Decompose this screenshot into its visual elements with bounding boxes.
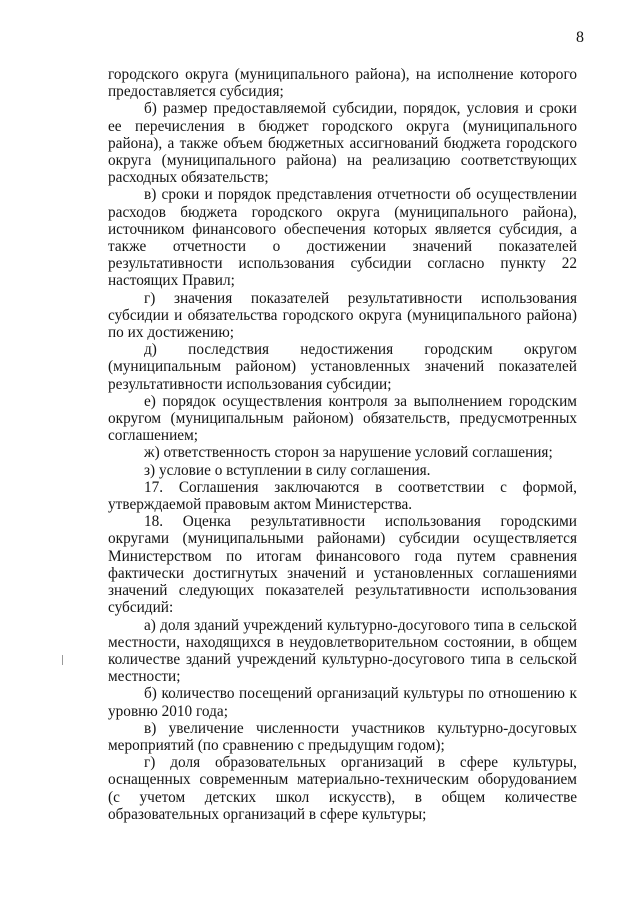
paragraph-indicator-a: а) доля зданий учреждений культурно-досугового типа в сельской местности, находящихся в неудовлетворительном состоянии, в общем количестве зданий учреждений культурно-досугового типа в сельской местности; — [108, 616, 577, 686]
paragraph-item-g: г) значения показателей результативности использования субсидии и обязательства городского округа (муниципального района) по их достижению; — [108, 289, 577, 342]
paragraph-item-d: д) последствия недостижения городским округом (муниципальным районом) установленных значений показателей результативности использования субсидии; — [108, 341, 577, 393]
paragraph-item-e: е) порядок осуществления контроля за выполнением городским округом (муниципальным районом) обязательств, предусмотренных соглашением; — [108, 392, 577, 445]
paragraph-indicator-v: в) увеличение численности участников культурно-досуговых мероприятий (по сравнению с предыдущим годом); — [108, 719, 577, 754]
document-body — [108, 66, 577, 823]
paragraph-continuation: городского округа (муниципального района), на исполнение которого предоставляется субсидия; — [108, 66, 577, 101]
paragraph-item-b: б) размер предоставляемой субсидии, порядок, условия и сроки ее перечисления в бюджет городского округа (муниципального района), а также объем бюджетных ассигнований бюджета городского округа (муниципального района) на реализацию соответствующих расходных обязательств; — [108, 100, 577, 187]
paragraph-indicator-b: б) количество посещений организаций культуры по отношению к уровню 2010 года; — [108, 685, 577, 720]
page-number: 8 — [576, 29, 584, 46]
paragraph-clause-17: 17. Соглашения заключаются в соответствии с формой, утверждаемой правовым актом Министерства. — [108, 478, 577, 514]
paragraph-item-v: в) сроки и порядок представления отчетности об осуществлении расходов бюджета городского округа (муниципального района), источником финансового обеспечения которых является субсидия, а также отчетности о достижении значений показателей результативности использования субсидии согласно пункту 22 настоящих Правил; — [108, 186, 577, 290]
paragraph-clause-18: 18. Оценка результативности использования городскими округами (муниципальными районами) субсидии осуществляется Министерством по итогам финансового года путем сравнения фактически достигнутых значений и установленных соглашениями значений следующих показателей результативности использования субсидий: — [108, 513, 577, 617]
margin-mark — [62, 655, 63, 665]
paragraph-item-z: з) условие о вступлении в силу соглашения. — [144, 461, 431, 479]
paragraph-item-zh: ж) ответственность сторон за нарушение условий соглашения; — [144, 444, 553, 462]
paragraph-indicator-g: г) доля образовательных организаций в сфере культуры, оснащенных современным материально-техническим оборудованием (с учетом детских школ искусств), в общем количестве образовательных организаций в сфере культуры; — [108, 754, 577, 823]
